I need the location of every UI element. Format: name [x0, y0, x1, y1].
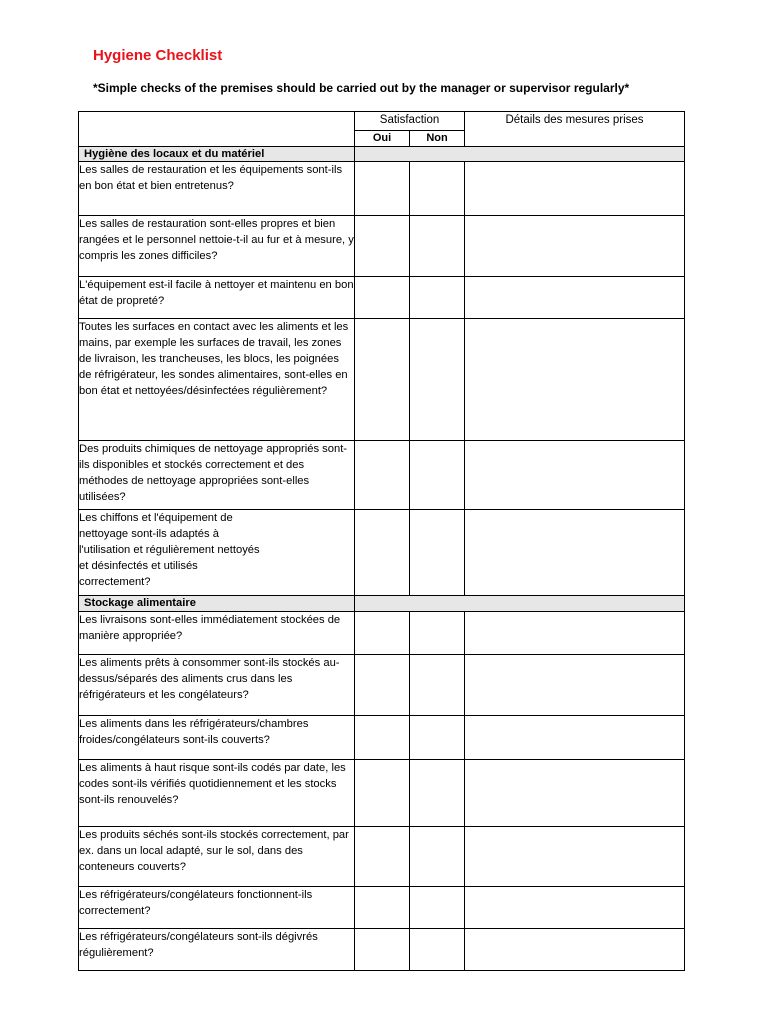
header-satisfaction: Satisfaction [355, 112, 465, 131]
question-cell: Les livraisons sont-elles immédiatement stockées de manière appropriée? [79, 612, 355, 655]
details-cell[interactable] [465, 612, 685, 655]
no-cell[interactable] [410, 760, 465, 827]
table-row [79, 510, 685, 596]
header-yes: Oui [355, 131, 410, 147]
details-cell[interactable] [465, 929, 685, 971]
header-no: Non [410, 131, 465, 147]
no-cell[interactable] [410, 887, 465, 929]
question-cell: Les salles de restauration sont-elles propres et bien rangées et le personnel nettoie-t-il au fur et à mesure, y compris les zones difficiles? [79, 216, 355, 277]
details-cell[interactable] [465, 162, 685, 216]
table-row [79, 277, 685, 319]
section-title: Stockage alimentaire [79, 596, 355, 612]
no-cell[interactable] [410, 277, 465, 319]
question-cell: Des produits chimiques de nettoyage appropriés sont-ils disponibles et stockés correctement et des méthodes de nettoyage appropriées sont-elles utilisées? [79, 441, 355, 510]
no-cell[interactable] [410, 612, 465, 655]
question-cell: Les aliments dans les réfrigérateurs/chambres froides/congélateurs sont-ils couverts? [79, 716, 355, 760]
no-cell[interactable] [410, 716, 465, 760]
table-row [79, 929, 685, 971]
header-blank-cell [79, 112, 355, 147]
document-title: Hygiene Checklist [93, 47, 223, 64]
details-cell[interactable] [465, 827, 685, 887]
question-cell: Les réfrigérateurs/congélateurs fonctionnent-ils correctement? [79, 887, 355, 929]
question-cell: Les salles de restauration et les équipements sont-ils en bon état et bien entretenus? [79, 162, 355, 216]
question-cell: Les aliments prêts à consommer sont-ils stockés au-dessus/séparés des aliments crus dans les réfrigérateurs et les congélateurs? [79, 655, 355, 716]
details-cell[interactable] [465, 655, 685, 716]
no-cell[interactable] [410, 162, 465, 216]
details-cell[interactable] [465, 716, 685, 760]
header-row [79, 112, 685, 131]
document-subtitle: *Simple checks of the premises should be carried out by the manager or supervisor regularly* [93, 81, 630, 95]
table-row [79, 162, 685, 216]
section-title: Hygiène des locaux et du matériel [79, 147, 355, 162]
table-row [79, 216, 685, 277]
yes-cell[interactable] [355, 162, 410, 216]
yes-cell[interactable] [355, 277, 410, 319]
yes-cell[interactable] [355, 612, 410, 655]
yes-cell[interactable] [355, 929, 410, 971]
no-cell[interactable] [410, 510, 465, 596]
question-cell: Toutes les surfaces en contact avec les aliments et les mains, par exemple les surfaces de travail, les zones de livraison, les trancheuses, les blocs, les poignées de réfrigérateur, les sondes alimentaires, sont-elles en bon état et nettoyées/désinfectées régulièrement? [79, 319, 355, 441]
table-row [79, 827, 685, 887]
table-row [79, 760, 685, 827]
no-cell[interactable] [410, 655, 465, 716]
details-cell[interactable] [465, 441, 685, 510]
question-cell: L'équipement est-il facile à nettoyer et maintenu en bon état de propreté? [79, 277, 355, 319]
section-row [79, 596, 685, 612]
details-cell[interactable] [465, 510, 685, 596]
details-cell[interactable] [465, 887, 685, 929]
question-cell: Les produits séchés sont-ils stockés correctement, par ex. dans un local adapté, sur le sol, dans des conteneurs couverts? [79, 827, 355, 887]
no-cell[interactable] [410, 441, 465, 510]
section-row [79, 147, 685, 162]
yes-cell[interactable] [355, 887, 410, 929]
table-row [79, 441, 685, 510]
yes-cell[interactable] [355, 441, 410, 510]
question-cell: Les réfrigérateurs/congélateurs sont-ils dégivrés régulièrement? [79, 929, 355, 971]
yes-cell[interactable] [355, 655, 410, 716]
yes-cell[interactable] [355, 760, 410, 827]
no-cell[interactable] [410, 827, 465, 887]
no-cell[interactable] [410, 929, 465, 971]
yes-cell[interactable] [355, 319, 410, 441]
table-row [79, 887, 685, 929]
yes-cell[interactable] [355, 216, 410, 277]
yes-cell[interactable] [355, 716, 410, 760]
details-cell[interactable] [465, 216, 685, 277]
section-fill [355, 596, 685, 612]
question-cell: Les aliments à haut risque sont-ils codés par date, les codes sont-ils vérifiés quotidiennement et les stocks sont-ils renouvelés? [79, 760, 355, 827]
table-row [79, 612, 685, 655]
question-cell: Les chiffons et l'équipement de nettoyage sont-ils adaptés à l'utilisation et régulièrement nettoyés et désinfectés et utilisés correctement? [79, 510, 355, 596]
section-fill [355, 147, 685, 162]
table-row [79, 655, 685, 716]
yes-cell[interactable] [355, 827, 410, 887]
yes-cell[interactable] [355, 510, 410, 596]
details-cell[interactable] [465, 760, 685, 827]
details-cell[interactable] [465, 319, 685, 441]
no-cell[interactable] [410, 319, 465, 441]
header-details: Détails des mesures prises [465, 112, 685, 147]
table-row [79, 716, 685, 760]
no-cell[interactable] [410, 216, 465, 277]
table-row [79, 319, 685, 441]
hygiene-checklist-table [78, 111, 685, 971]
details-cell[interactable] [465, 277, 685, 319]
